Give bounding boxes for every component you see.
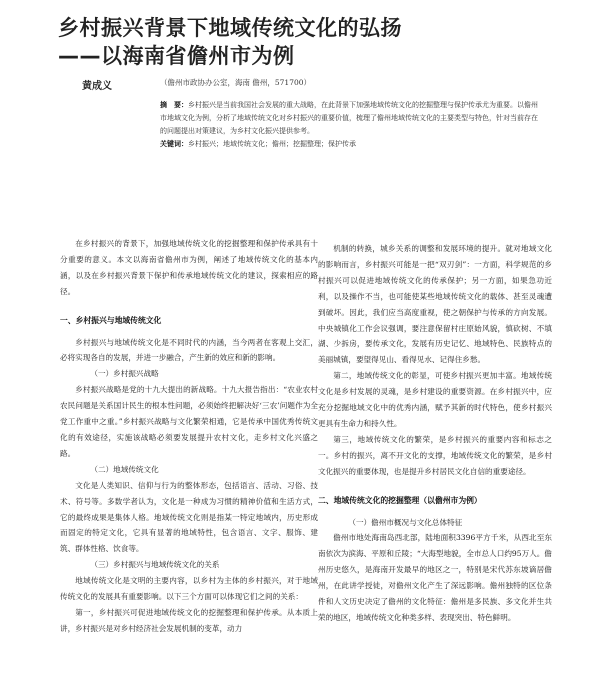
paragraph: 文化是人类知识、信仰与行为的整体形态，包括语言、活动、习俗、技术、符号等。多数学者认为，文化是一种成为习惯的精神价值和生活方式，它的最终成果是集体人格。地域传统文化则是指某一特定地域内，历史形成而固定的特定文化，它具有显著的地域特性，包含语言、文字、服饰、建筑、群体性格、饮食等。 [60,480,318,554]
body-right-column [318,241,552,626]
paragraph: 第三，地域传统文化的繁荣，是乡村振兴的重要内容和标志之一。乡村的振兴，离不开文化的支撑，地域传统文化的繁荣，是乡村文化振兴的重要体现，也是提升乡村居民文化自信的重要途径。 [318,434,552,476]
keywords-label: 关键词： [160,140,188,148]
paragraph: 第一，乡村振兴可促进地域传统文化的挖掘整理和保护传承。从本质上讲，乡村振兴是对乡村经济社会发展机制的变革，动力 [60,607,318,633]
paper-title [58,14,538,70]
title-line-2: ——以海南省儋州市为例 [58,44,295,68]
intro-paragraph: 在乡村振兴的背景下，加强地域传统文化的挖掘整理和保护传承具有十分重要的意义。本文以海南省儋州市为例，阐述了地域传统文化的基本内涵，以及在乡村振兴背景下保护和传承地域传统文化的建议，探索相应的路径。 [60,239,318,296]
paragraph: 儋州市地处海南岛西北部，陆地面积3396平方千米，从西北至东南依次为滨海、平原和丘陵；“大海型地貌，全市总人口约95万人。儋州历史悠久，是海南开发最早的地区之一，特别是宋代苏东坡谪居儋州，在此讲学授徒，对儋州文化产生了深远影响。儋州独特的区位条件和人文历史决定了儋州的文化特征：儋州是多民族、多文化并生共荣的地区，地域传统文化种类多样、表现突出、特色鲜明。 [318,533,552,622]
keywords-text: 乡村振兴；地域传统文化；儋州；挖掘整理；保护传承 [188,140,356,148]
paragraph: 第二，地域传统文化的彰显，可使乡村振兴更加丰富。地域传统文化是乡村发展的灵魂，是乡村建设的重要资源。在乡村振兴中，应充分挖掘地域文化中的优秀内涵，赋予其新的时代特色，使乡村振兴更具有生命力和持久性。 [318,371,552,428]
section-heading-2: 二、地域传统文化的挖掘整理（以儋州市为例） [318,495,482,505]
subsection-heading: （一）儋州市概况与文化总体特征 [348,517,463,527]
subsection-heading: （三）乡村振兴与地域传统文化的关系 [90,560,220,570]
subsection-heading: （一）乡村振兴战略 [90,369,159,379]
paragraph: 乡村振兴战略是党的十九大提出的新战略。十九大报告指出：“农业农村农民问题是关系国计民生的根本性问题，必须始终把解决好‘三农’问题作为全党工作重中之重。”乡村振兴战略与文化繁荣相通，它是传承中国优秀传统文化的有效途径，实施该战略必须要发展提升农村文化，走乡村文化兴盛之路。 [60,385,318,458]
body-left-column [60,236,318,637]
abstract-block [160,99,540,151]
subsection-heading: （二）地域传统文化 [90,464,159,474]
abstract-text: 乡村振兴是当前我国社会发展的重大战略，在此背景下加强地域传统文化的挖掘整理与保护传承尤为重要。以儋州市地域文化为例，分析了地域传统文化对乡村振兴的重要价值，梳理了儋州地域传统文化的主要类型与特色，针对当前存在的问题提出对策建议，为乡村文化振兴提供参考。 [160,101,538,135]
section-heading-1: 一、乡村振兴与地域传统文化 [60,315,162,325]
paragraph: 乡村振兴与地域传统文化是不同时代的内涵，当今两者在客观上交汇，必将实现各自的发展，并进一步融合，产生新的效应和新的影响。 [60,337,318,363]
author-name: 黄成义 [82,81,112,92]
abstract-label: 摘 要： [160,101,188,109]
title-line-1: 乡村振兴背景下地域传统文化的弘扬 [58,16,402,40]
author-affiliation: （儋州市政协办公室，海南 儋州，571700） [160,78,312,87]
paragraph: 地域传统文化是文明的主要内容，以乡村为主体的乡村振兴，对于地域传统文化的发展具有重要影响。以下三个方面可以体现它们之间的关系： [60,576,318,602]
paragraph: 机制的转换，城乡关系的调整和发展环境的提升。就对地域文化的影响而言，乡村振兴可能是一把“双刃剑”：一方面，科学规范的乡村振兴可以促进地域传统文化的传承保护；另一方面，如果急功近利，以及操作不当，也可能使某些地域传统文化的载体、甚至灵魂遭到破坏。因此，我们应当高度重视，使之朝保护与传承的方向发展。中央城镇化工作会议强调，要注意保留村庄原始风貌，慎砍树、不填湖、少拆房，要传承文化，发展有历史记忆、地域特色、民族特点的美丽城镇，要望得见山、看得见水、记得住乡愁。 [318,244,552,365]
